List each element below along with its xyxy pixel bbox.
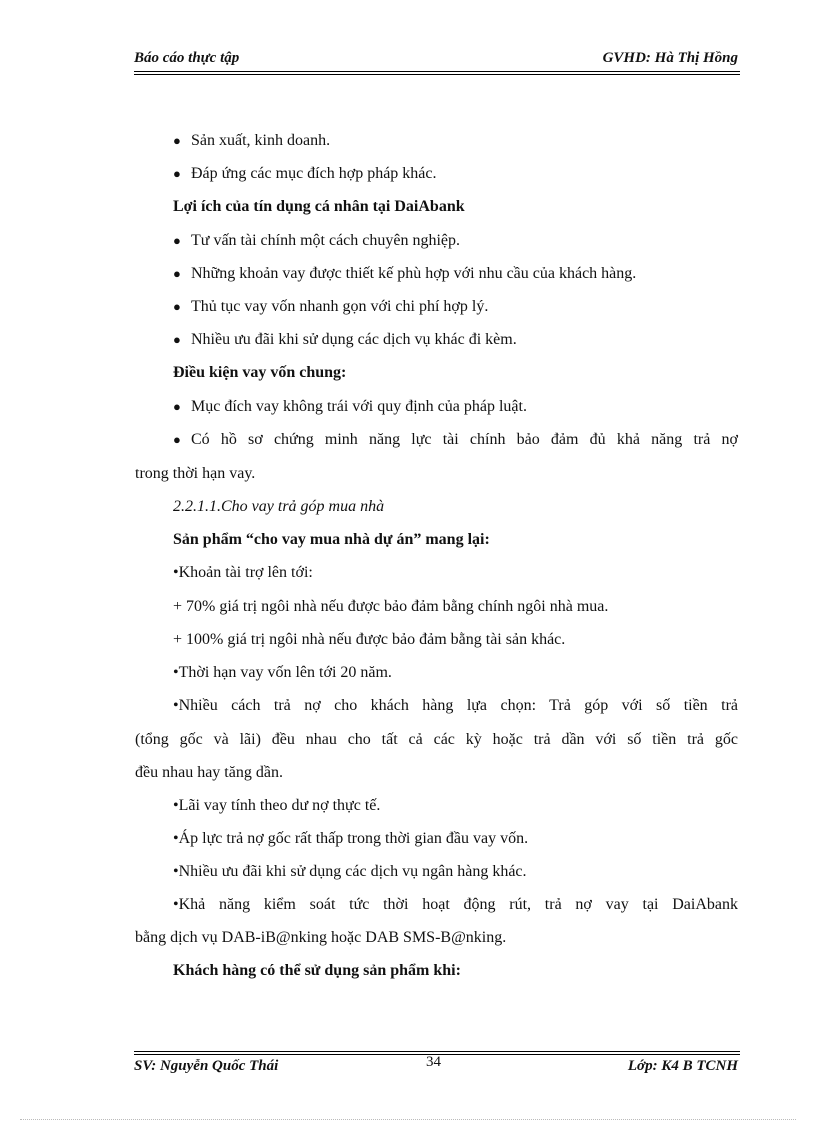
paragraph-line: •Thời hạn vay vốn lên tới 20 năm. bbox=[173, 664, 392, 681]
paragraph-line: bằng dịch vụ DAB-iB@nking hoặc DAB SMS-B@nking. bbox=[135, 929, 507, 946]
paragraph-line: •Nhiều cách trả nợ cho khách hàng lựa chọn: Trả góp với số tiền trả bbox=[173, 697, 738, 714]
paragraph-line: •Khả năng kiểm soát tức thời hoạt động rút, trả nợ vay tại DaiAbank bbox=[173, 896, 738, 913]
page-edge bbox=[20, 1119, 796, 1120]
paragraph-line: đều nhau hay tăng dần. bbox=[135, 764, 283, 781]
supervisor: GVHD: Hà Thị Hồng bbox=[602, 50, 738, 66]
heading-product: Sản phẩm “cho vay mua nhà dự án” mang lại: bbox=[173, 531, 490, 548]
bullet-icon: ● bbox=[173, 399, 181, 414]
paragraph-line: •Áp lực trả nợ gốc rất thấp trong thời gian đầu vay vốn. bbox=[173, 830, 529, 847]
header-divider bbox=[134, 71, 740, 75]
paragraph-line: trong thời hạn vay. bbox=[135, 465, 256, 482]
class-name: Lớp: K4 B TCNH bbox=[627, 1058, 738, 1074]
bullet-icon: ● bbox=[173, 133, 181, 148]
heading-usage: Khách hàng có thể sử dụng sản phẩm khi: bbox=[173, 962, 461, 979]
paragraph-line: •Lãi vay tính theo dư nợ thực tế. bbox=[173, 797, 381, 814]
student-name: SV: Nguyễn Quốc Thái bbox=[134, 1058, 279, 1074]
bullet-icon: ● bbox=[173, 233, 181, 248]
paragraph-line: •Khoản tài trợ lên tới: bbox=[173, 564, 313, 581]
heading-benefits: Lợi ích của tín dụng cá nhân tại DaiAbank bbox=[173, 198, 465, 215]
heading-conditions: Điều kiện vay vốn chung: bbox=[173, 364, 347, 381]
list-item: ● Đáp ứng các mục đích hợp pháp khác. bbox=[173, 165, 437, 182]
list-item: ● Có hồ sơ chứng minh năng lực tài chính bảo đảm đủ khả năng trả nợ bbox=[173, 431, 738, 448]
list-item: ● Nhiều ưu đãi khi sử dụng các dịch vụ khác đi kèm. bbox=[173, 331, 517, 348]
list-item: ● Sản xuất, kinh doanh. bbox=[173, 132, 331, 149]
bullet-icon: ● bbox=[173, 266, 181, 281]
paragraph-line: + 100% giá trị ngôi nhà nếu được bảo đảm bằng tài sản khác. bbox=[173, 631, 566, 648]
bullet-icon: ● bbox=[173, 432, 181, 447]
section-title: 2.2.1.1.Cho vay trả góp mua nhà bbox=[173, 498, 385, 515]
list-item: ● Tư vấn tài chính một cách chuyên nghiệp. bbox=[173, 232, 461, 249]
page-number: 34 bbox=[426, 1054, 441, 1070]
list-item: ● Thủ tục vay vốn nhanh gọn với chi phí hợp lý. bbox=[173, 298, 489, 315]
paragraph-line: •Nhiều ưu đãi khi sử dụng các dịch vụ ngân hàng khác. bbox=[173, 863, 527, 880]
paragraph-line: + 70% giá trị ngôi nhà nếu được bảo đảm bằng chính ngôi nhà mua. bbox=[173, 598, 609, 615]
page-header bbox=[134, 50, 738, 70]
bullet-icon: ● bbox=[173, 299, 181, 314]
list-item: ● Mục đích vay không trái với quy định của pháp luật. bbox=[173, 398, 527, 415]
list-item: ● Những khoản vay được thiết kế phù hợp với nhu cầu của khách hàng. bbox=[173, 265, 637, 282]
bullet-icon: ● bbox=[173, 332, 181, 347]
bullet-icon: ● bbox=[173, 166, 181, 181]
report-title: Báo cáo thực tập bbox=[134, 50, 240, 66]
paragraph-line: (tổng gốc và lãi) đều nhau cho tất cả các kỳ hoặc trả dần với số tiền trả gốc bbox=[135, 731, 738, 748]
page-footer bbox=[134, 1054, 738, 1078]
